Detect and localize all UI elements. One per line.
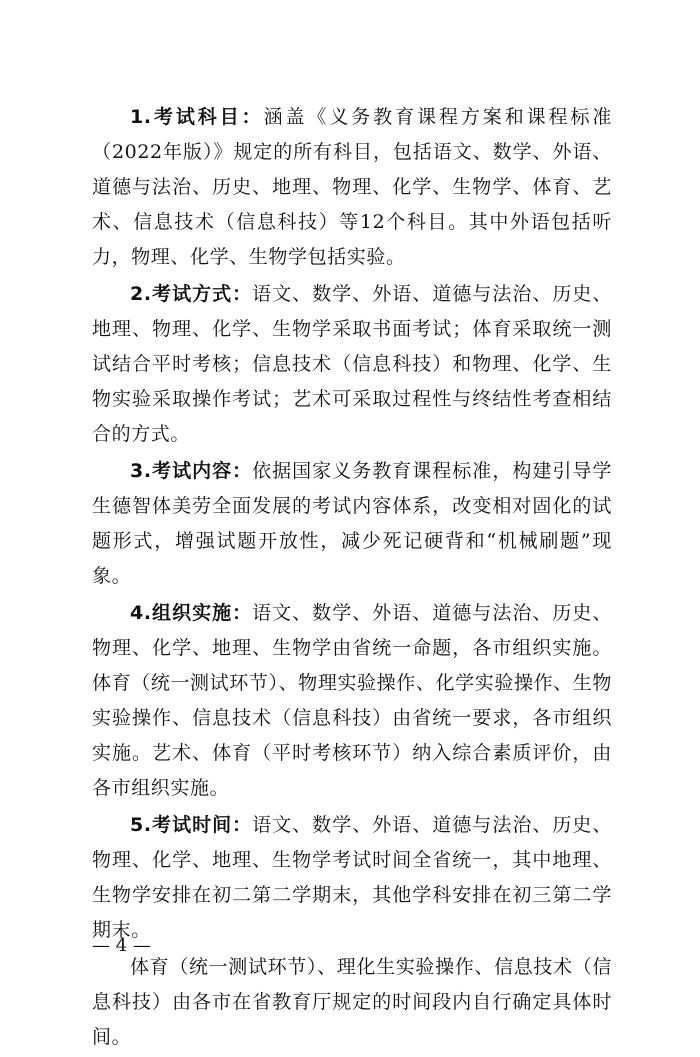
paragraph-organization	[92, 596, 612, 806]
paragraph-text: 语文、数学、外语、道德与法治、历史、物理、化学、地理、生物学考试时间全省统一，其中地理、生物学安排在初二第二学期末，其他学科安排在初三第二学期末。	[92, 814, 612, 941]
paragraph-text: 语文、数学、外语、道德与法治、历史、地理、物理、化学、生物学采取书面考试；体育采取统一测试结合平时考核；信息技术（信息科技）和物理、化学、生物实验采取操作考试；艺术可采取过程性与终结性考查相结合的方式。	[92, 283, 612, 445]
paragraph-exam-subjects	[92, 100, 612, 275]
paragraph-pe-lab-it-time	[92, 950, 612, 1055]
paragraph-text: 涵盖《义务教育课程方案和课程标准（2022年版）》规定的所有科目，包括语文、数学、外语、道德与法治、历史、地理、物理、化学、生物学、体育、艺术、信息技术（信息科技）等12个科目。其中外语包括听力，物理、化学、生物学包括实验。	[92, 106, 613, 268]
paragraph-label: 2.考试方式：	[130, 283, 253, 305]
paragraph-label: 3.考试内容：	[130, 460, 253, 482]
document-body	[92, 100, 612, 1057]
page-number: — 4 —	[92, 935, 151, 956]
paragraph-label: 1.考试科目：	[130, 106, 264, 128]
paragraph-label: 5.考试时间：	[130, 814, 253, 836]
paragraph-exam-method	[92, 277, 612, 452]
paragraph-exam-time	[92, 808, 612, 948]
paragraph-label: 4.组织实施：	[130, 602, 253, 624]
paragraph-text: 体育（统一测试环节）、理化生实验操作、信息技术（信息科技）由各市在省教育厅规定的时间段内自行确定具体时间。	[92, 956, 612, 1048]
paragraph-text: 语文、数学、外语、道德与法治、历史、物理、化学、地理、生物学由省统一命题，各市组织实施。体育（统一测试环节）、物理实验操作、化学实验操作、生物实验操作、信息技术（信息科技）由省统一要求，各市组织实施。艺术、体育（平时考核环节）纳入综合素质评价，由各市组织实施。	[92, 602, 612, 799]
paragraph-exam-content	[92, 454, 612, 594]
paragraph-text: 依据国家义务教育课程标准，构建引导学生德智体美劳全面发展的考试内容体系，改变相对固化的试题形式，增强试题开放性，减少死记硬背和“机械刷题”现象。	[92, 460, 612, 587]
